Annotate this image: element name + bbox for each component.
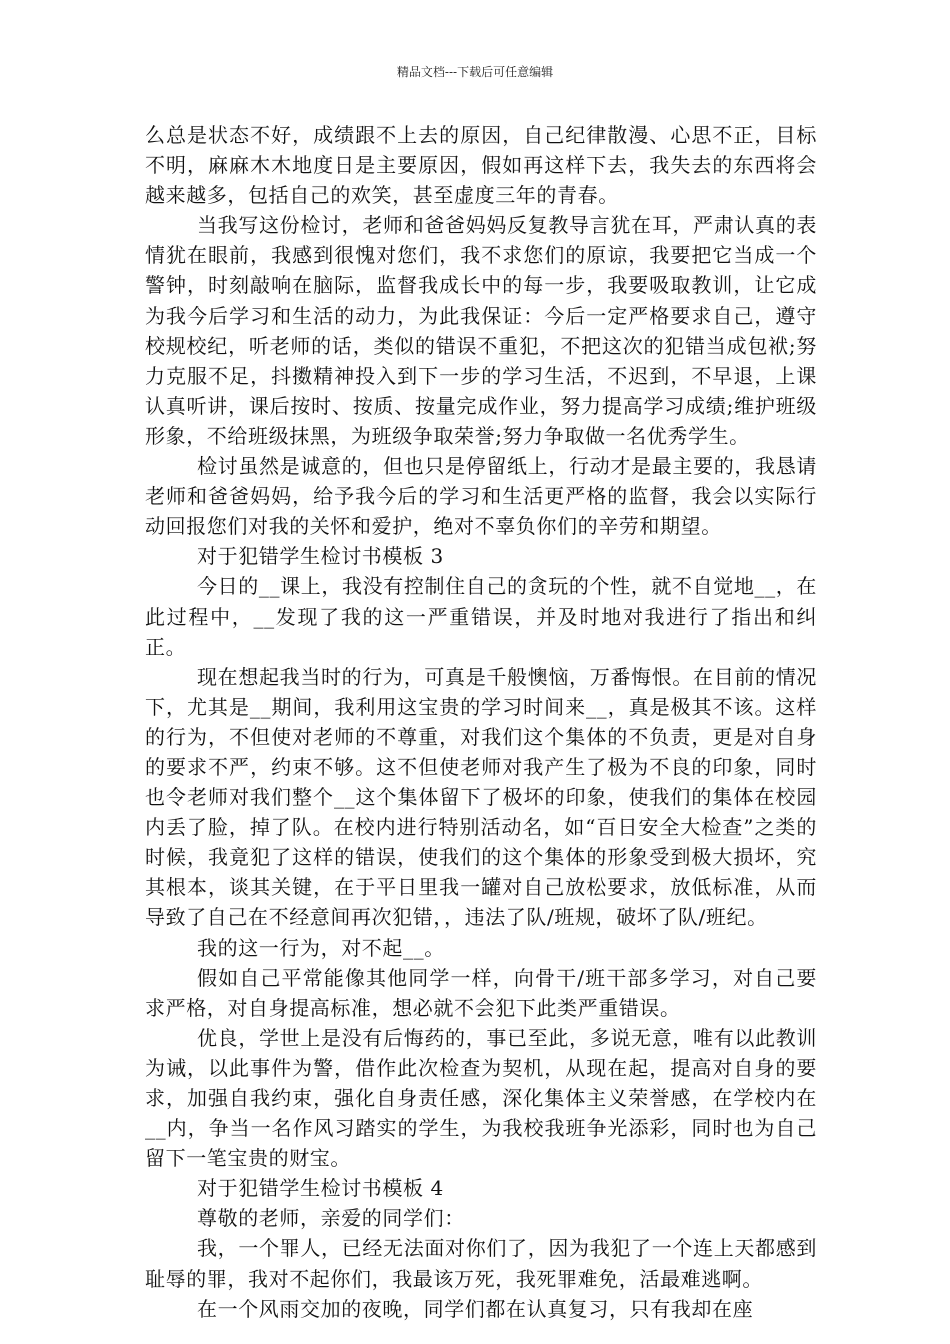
paragraph: 我的这一行为，对不起__。 bbox=[197, 935, 445, 960]
paragraph: 优良，学世上是没有后悔药的，事已至此，多说无意，唯有以此教训为诫，以此事件为警，借作此次检查为契机，从现在起，提高对自身的要求，加强自我约束，强化自身责任感，深化集体主义荣誉感，在学校内在__内，争当一名作风习踏实的学生，为我校我班争光添彩，同时也为自己留下一笔宝贵的财宝。 bbox=[145, 1025, 817, 1171]
paragraph: 假如自己平常能像其他同学一样，向骨干/班干部多学习，对自己要求严格，对自身提高标准，想必就不会犯下此类严重错误。 bbox=[145, 965, 817, 1020]
paragraph: 今日的__课上，我没有控制住自己的贪玩的个性，就不自觉地__，在此过程中，__发现了我的这一严重错误，并及时地对我进行了指出和纠正。 bbox=[145, 574, 817, 659]
paragraph: 现在想起我当时的行为，可真是千般懊恼，万番悔恨。在目前的情况下，尤其是__期间，我利用这宝贵的学习时间来__，真是极其不该。这样的行为，不但使对老师的不尊重，对我们这个集体的不负责，更是对自身的要求不严，约束不够。这不但使老师对我产生了极为不良的印象，同时也令老师对我们整个__这个集体留下了极坏的印象，使我们的集体在校园内丢了脸，掉了队。在校内进行特别活动名，如“百日安全大检查”之类的时候，我竟犯了这样的错误，使我们的这个集体的形象受到极大损坏，究其根本，谈其关键，在于平日里我一罐对自己放松要求，放低标准，从而导致了自己在不经意间再次犯错，，违法了队/班规，破坏了队/班纪。 bbox=[145, 664, 817, 930]
section-title: 对于犯错学生检讨书模板 3 bbox=[197, 544, 444, 569]
page-header: 精品文档---下载后可任意编辑 bbox=[396, 65, 554, 79]
paragraph: 检讨虽然是诚意的，但也只是停留纸上，行动才是最主要的，我恳请老师和爸爸妈妈，给予我今后的学习和生活更严格的监督，我会以实际行动回报您们对我的关怀和爱护，绝对不辜负你们的辛劳和期望。 bbox=[145, 454, 817, 539]
document-body bbox=[145, 120, 817, 1324]
paragraph: 当我写这份检讨，老师和爸爸妈妈反复教导言犹在耳，严肃认真的表情犹在眼前，我感到很愧对您们，我不求您们的原谅，我要把它当成一个警钟，时刻敲响在脑际，监督我成长中的每一步，我要吸取教训，让它成为我今后学习和生活的动力，为此我保证：今后一定严格要求自己，遵守校规校纪，听老师的话，类似的错误不重犯，不把这次的犯错当成包袱;努力克服不足，抖擞精神投入到下一步的学习生活，不迟到，不早退，上课认真听讲，课后按时、按质、按量完成作业，努力提高学习成绩;维护班级形象，不给班级抹黑，为班级争取荣誉;努力争取做一名优秀学生。 bbox=[145, 213, 817, 448]
salutation: 尊敬的老师，亲爱的同学们： bbox=[197, 1206, 465, 1231]
section-title: 对于犯错学生检讨书模板 4 bbox=[197, 1176, 444, 1201]
paragraph: 在一个风雨交加的夜晚，同学们都在认真复习，只有我却在座 bbox=[197, 1296, 754, 1321]
paragraph: 么总是状态不好，成绩跟不上去的原因，自己纪律散漫、心思不正，目标不明，麻麻木木地度日是主要原因，假如再这样下去，我失去的东西将会越来越多，包括自己的欢笑，甚至虚度三年的青春。 bbox=[145, 123, 817, 208]
paragraph: 我，一个罪人，已经无法面对你们了，因为我犯了一个连上天都感到耻辱的罪，我对不起你们，我最该万死，我死罪难免，活最难逃啊。 bbox=[145, 1236, 817, 1291]
